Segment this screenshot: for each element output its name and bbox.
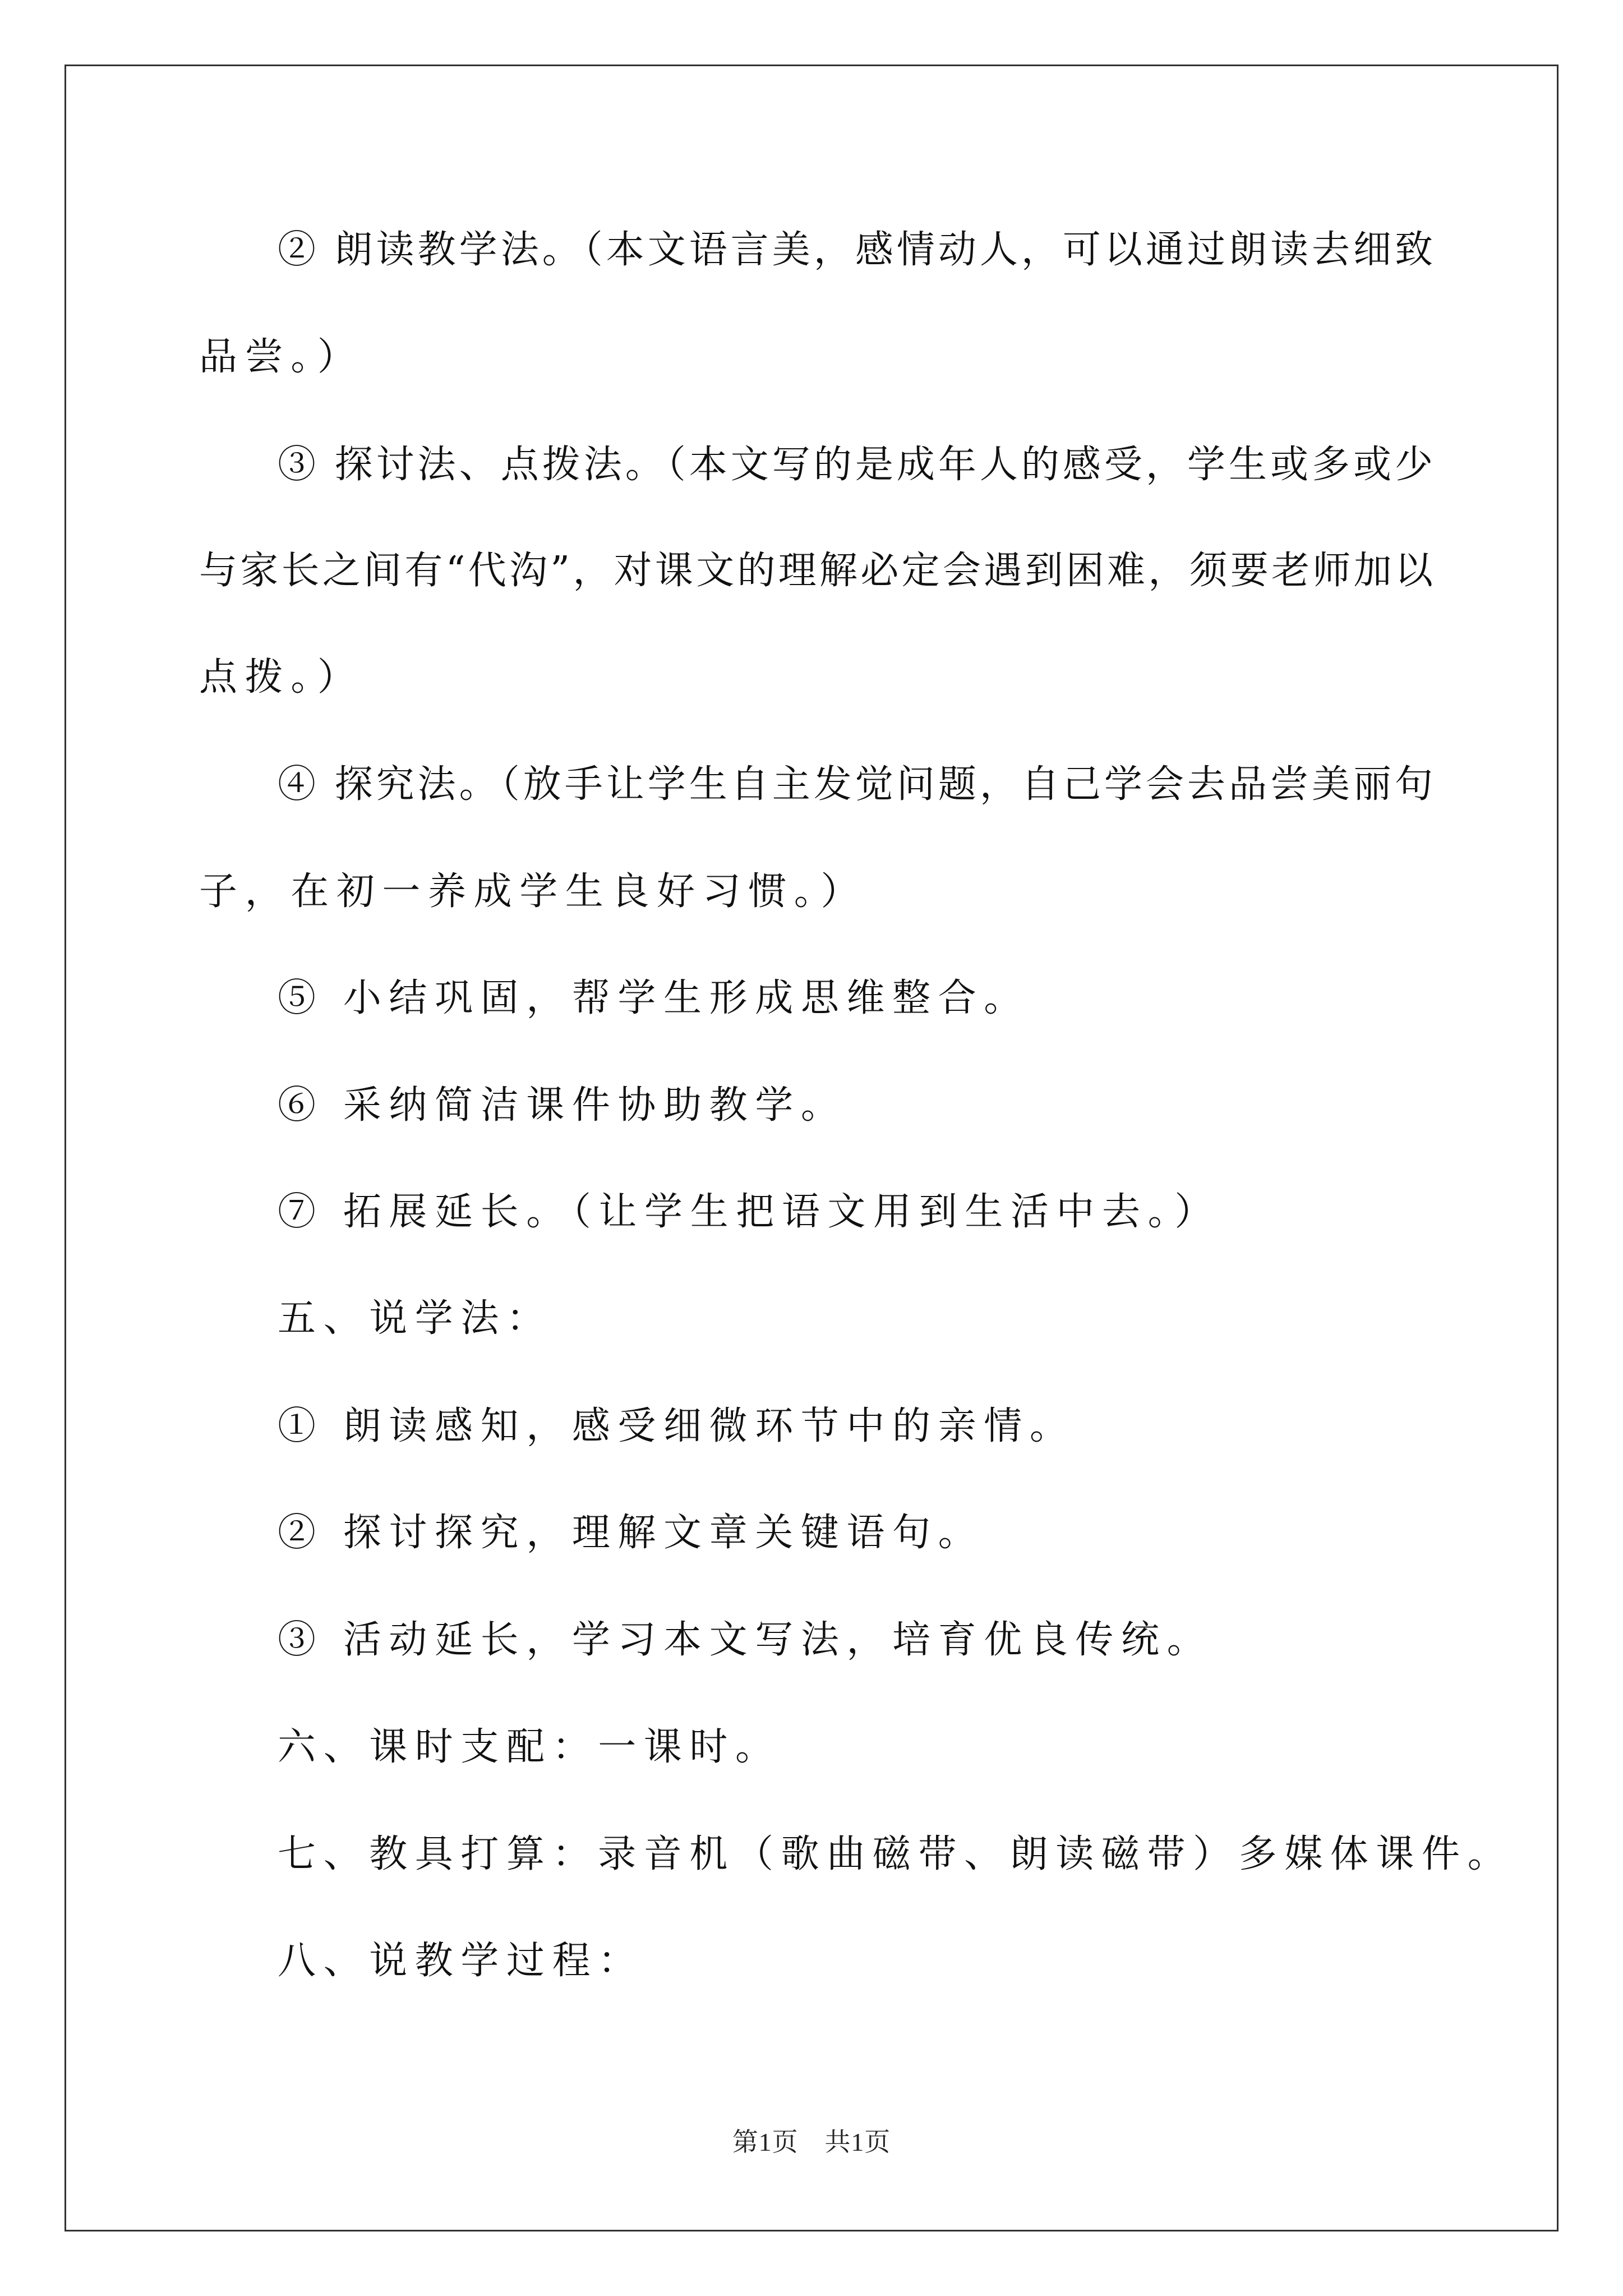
section-heading: 八、说教学过程：: [278, 1939, 644, 1983]
paragraph-line: ③ 活动延长，学习本文写法，培育优良传统。: [278, 1618, 1213, 1662]
section-heading: 七、教具打算：录音机（歌曲磁带、朗读磁带）多媒体课件。: [278, 1832, 1514, 1876]
paragraph-line: ② 朗读教学法。（本文语言美，感情动人，可以通过朗读去细致: [278, 228, 1433, 272]
paragraph-line: ③ 探讨法、点拨法。（本文写的是成年人的感受，学生或多或少: [278, 443, 1433, 487]
page-border: [64, 65, 1559, 2231]
paragraph-line: ⑤ 小结巩固，帮学生形成思维整合。: [278, 976, 1030, 1020]
paragraph-line: 子，在初一养成学生良好习惯。）: [199, 869, 867, 914]
paragraph-line: ① 朗读感知，感受细微环节中的亲情。: [278, 1404, 1076, 1448]
page-number-footer: 第1页 共1页: [732, 2128, 891, 2156]
section-heading: 六、课时支配：一课时。: [278, 1725, 781, 1769]
paragraph-line: ⑦ 拓展延长。（让学生把语文用到生活中去。）: [278, 1190, 1220, 1234]
paragraph-line: 点拨。）: [199, 655, 363, 700]
paragraph-line: 与家长之间有“代沟”，对课文的理解必定会遇到困难，须要老师加以: [199, 549, 1433, 593]
paragraph-line: ⑥ 采纳简洁课件协助教学。: [278, 1083, 847, 1128]
paragraph-line: 品尝。）: [199, 335, 363, 379]
section-heading: 五、说学法：: [278, 1296, 552, 1341]
paragraph-line: ④ 探究法。（放手让学生自主发觉问题，自己学会去品尝美丽句: [278, 762, 1433, 807]
paragraph-line: ② 探讨探究，理解文章关键语句。: [278, 1511, 984, 1555]
